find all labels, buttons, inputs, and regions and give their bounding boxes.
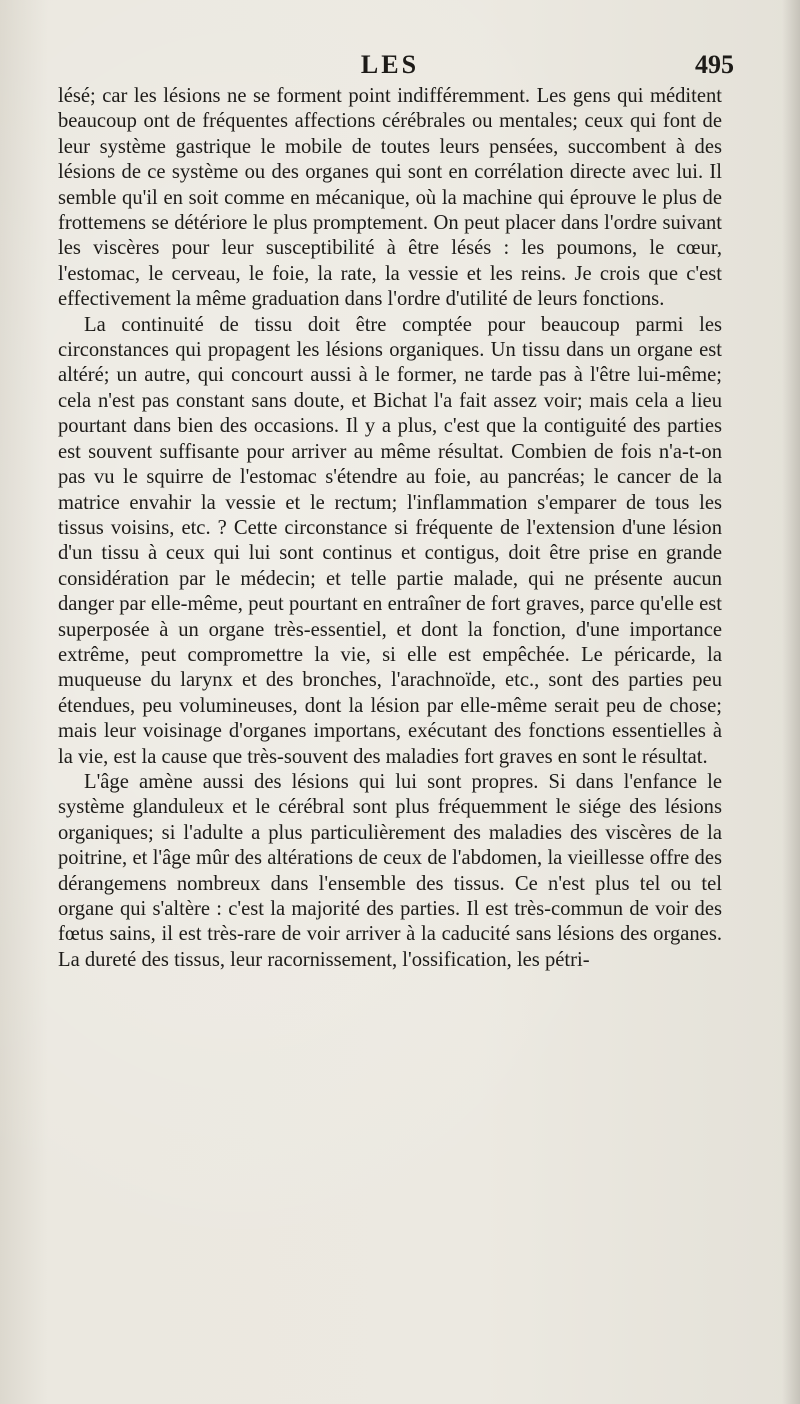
running-title: LES (360, 50, 420, 79)
paragraph-3: L'âge amène aussi des lésions qui lui sont propres. Si dans l'enfance le système glanduleux et le cérébral sont plus fréquemment le siége des lésions organiques; si l'adulte a plus particulièrement des maladies des viscères de la poitrine, et l'âge mûr des altérations de ceux de l'abdomen, la vieillesse offre des dérangemens nombreux dans l'ensemble des tissus. Ce n'est plus tel ou tel organe qui s'altère : c'est la majorité des parties. Il est très-commun de voir des fœtus sains, il est très-rare de voir arriver à la caducité sans lésions des organes. La dureté des tissus, leur racornissement, l'ossification, les pétri- (58, 770, 722, 971)
body-text (58, 84, 722, 973)
page-header (58, 50, 734, 86)
paragraph-2: La continuité de tissu doit être comptée pour beaucoup parmi les circonstances qui propagent les lésions organiques. Un tissu dans un organe est altéré; un autre, qui concourt aussi à le former, ne tarde pas à l'être lui-même; cela n'est pas constant sans doute, et Bichat l'a fait assez voir; mais cela a lieu pourtant dans bien des occasions. Il y a plus, c'est que la contiguité des parties est souvent suffisante pour arriver au même résultat. Combien de fois n'a-t-on pas vu le squirre de l'estomac s'étendre au foie, au pancréas; le cancer de la matrice envahir la vessie et le rectum; l'inflammation s'emparer de tous les tissus voisins, etc. ? Cette circonstance si fréquente de l'extension d'une lésion d'un tissu à ceux qui lui sont continus et contigus, doit être prise en grande considération par le médecin; et telle partie malade, qui ne présente aucun danger par elle-même, peut pourtant en entraîner de fort graves, parce qu'elle est superposée à un organe très-essentiel, et dont la fonction, d'une importance extrême, peut compromettre la vie, si elle est empêchée. Le péricarde, la muqueuse du larynx et des bronches, l'arachnoïde, etc., sont des parties peu étendues, peu volumineuses, dont la lésion par elle-même serait peu de chose; mais leur voisinage d'organes importans, exécutant des fonctions essentielles à la vie, est la cause que très-souvent des maladies fort graves en sont le résultat. (58, 313, 722, 768)
page-gutter-shadow (782, 0, 800, 1404)
page-number: 495 (695, 50, 734, 79)
paragraph-1: lésé; car les lésions ne se forment point indifféremment. Les gens qui méditent beaucoup ont de fréquentes affections cérébrales ou mentales; ceux qui font de leur système gastrique le mobile de toutes leurs pensées, succombent à des lésions de ce système ou des organes qui sont en corrélation directe avec lui. Il semble qu'il en soit comme en mécanique, où la machine qui éprouve le plus de frottemens se détériore le plus promptement. On peut placer dans l'ordre suivant les viscères pour leur susceptibilité à être lésés : les poumons, le cœur, l'estomac, le cerveau, le foie, la rate, la vessie et les reins. Je crois que c'est effectivement la même graduation dans l'ordre d'utilité de leurs fonctions. (58, 85, 722, 311)
